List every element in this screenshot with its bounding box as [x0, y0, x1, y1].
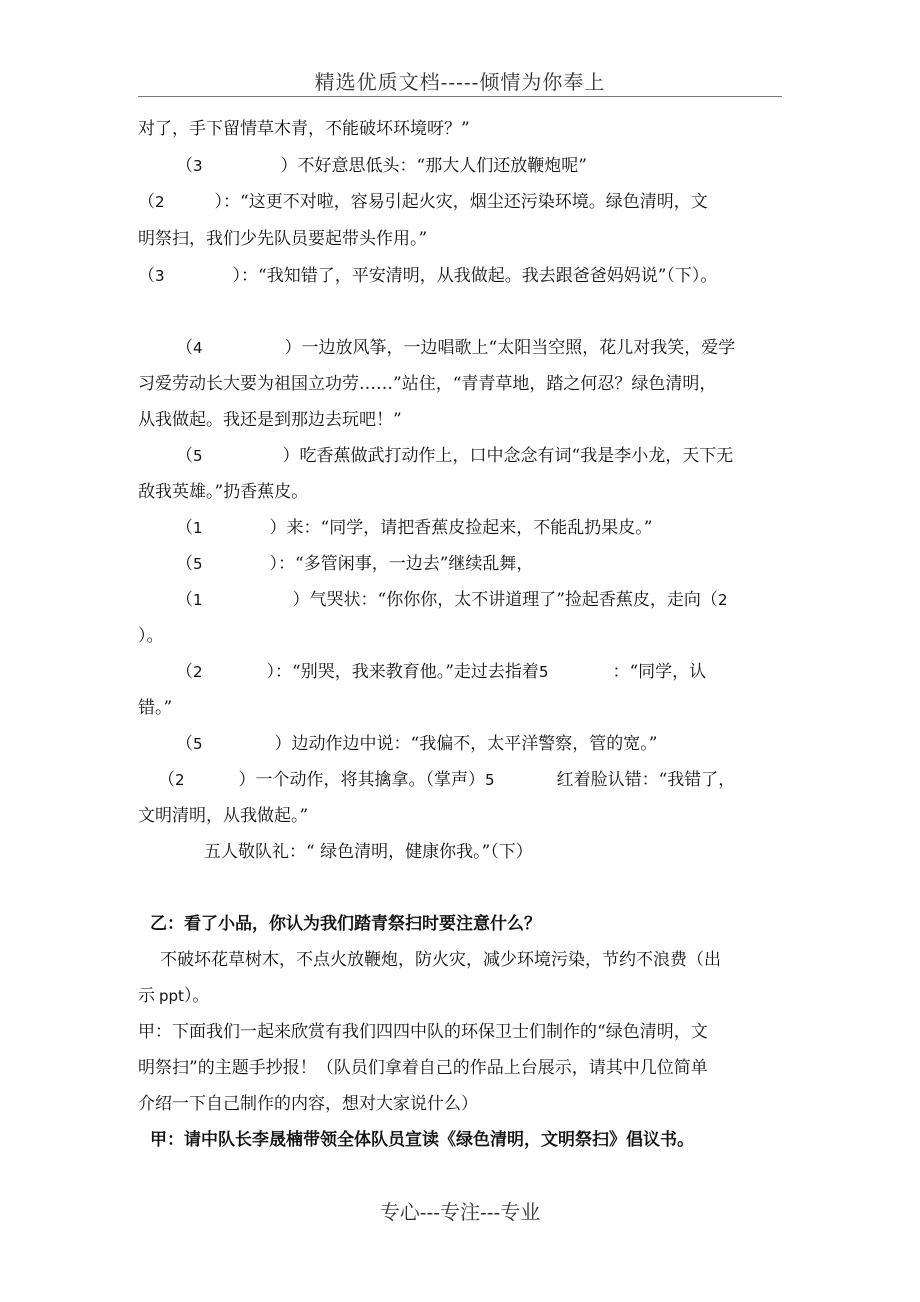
- role-open-paren: （: [138, 266, 155, 286]
- body-line-1: 对了，手下留情草木青，不能破坏环境呀？”: [138, 119, 470, 139]
- role-close-paren: ）: [238, 770, 256, 790]
- dialogue-text: 来：“同学，请把香蕉皮捡起来，不能乱扔果皮。”: [286, 518, 653, 538]
- body-line-4: 明祭扫，我们少先队员要起带头作用。”: [138, 229, 428, 249]
- body-line-15: [176, 660, 706, 684]
- role-number: 2: [175, 771, 185, 789]
- dialogue-text: “我知错了，平安清明，从我做起。我去跟爸爸妈妈说”（下）。: [258, 266, 718, 286]
- role-close-paren: ）: [269, 518, 287, 538]
- body-line-16: 错。”: [138, 698, 173, 718]
- role-open-paren: （: [176, 446, 193, 466]
- role-open-paren: （: [176, 156, 193, 176]
- text-fragment: 示: [138, 986, 155, 1006]
- body-line-25: 明祭扫”的主题手抄报！（队员们拿着自己的作品上台展示，请其中几位简单: [138, 1058, 708, 1078]
- role-number: 4: [193, 339, 203, 357]
- body-line-27: 甲：请中队长李晟楠带领全体队员宣读《绿色清明，文明祭扫》倡议书。: [150, 1130, 694, 1150]
- body-line-26: 介绍一下自己制作的内容，想对大家说什么）: [138, 1094, 478, 1114]
- role-number: 1: [193, 519, 203, 537]
- text-fragment-latin: ppt: [159, 987, 184, 1005]
- dialogue-text: 边动作边中说：“我偏不，太平洋警察，管的宽。”: [291, 734, 658, 754]
- role-number: 5: [538, 663, 549, 681]
- body-line-13: [176, 588, 727, 612]
- body-line-10: 敌我英雄。”扔香蕉皮。: [138, 482, 309, 502]
- dialogue-text: 不好意思低头：“那大人们还放鞭炮呢”: [297, 156, 587, 176]
- role-close-paren: ）：: [269, 554, 296, 574]
- role-open-paren: （: [158, 770, 175, 790]
- body-line-2: [176, 154, 587, 178]
- role-number: 3: [155, 267, 165, 285]
- role-open-paren: （: [176, 554, 193, 574]
- dialogue-text: “多管闲事，一边去”继续乱舞，: [295, 554, 534, 574]
- role-number: 2: [717, 591, 728, 609]
- dialogue-text: 气哭状：“你你你，太不讲道理了”捡起香蕉皮，走向（: [309, 590, 718, 610]
- body-line-19: 文明清明，从我做起。”: [138, 806, 309, 826]
- body-line-24: 甲：下面我们一起来欣赏有我们四四中队的环保卫士们制作的“绿色清明，文: [138, 1022, 708, 1042]
- dialogue-text: “这更不对啦，容易引起火灾，烟尘还污染环境。绿色清明，文: [240, 192, 708, 212]
- role-open-paren: （: [176, 662, 193, 682]
- body-line-18: [158, 768, 735, 792]
- role-close-paren: ）：: [232, 266, 259, 286]
- dialogue-text: 一边放风筝，一边唱歌上“太阳当空照，花儿对我笑，爱学: [301, 338, 736, 358]
- body-line-14: ）。: [138, 626, 164, 646]
- header-rule: [138, 96, 782, 97]
- page-header: 精选优质文档-----倾情为你奉上: [314, 70, 606, 94]
- role-close-paren: ）: [292, 590, 310, 610]
- dialogue-text: ：“同学，认: [612, 662, 707, 682]
- body-line-8: 从我做起。我还是到那边去玩吧！”: [138, 410, 402, 430]
- text-fragment: ）。: [183, 986, 210, 1006]
- role-open-paren: （: [176, 518, 193, 538]
- role-close-paren: ）：: [214, 192, 241, 212]
- role-number: 5: [193, 735, 203, 753]
- body-line-7: 习爱劳动长大要为祖国立功劳……”站住，“青青草地，踏之何忍？绿色清明，: [138, 374, 717, 394]
- body-line-17: [176, 732, 657, 756]
- role-close-paren: ）：: [266, 662, 293, 682]
- page-footer: 专心---专注---专业: [379, 1200, 541, 1224]
- role-open-paren: （: [176, 590, 193, 610]
- role-open-paren: （: [176, 734, 193, 754]
- body-line-11: [176, 516, 652, 540]
- role-close-paren: ）: [282, 446, 300, 466]
- body-line-3: [138, 190, 708, 214]
- body-line-21: 乙：看了小品，你认为我们踏青祭扫时要注意什么？: [150, 914, 541, 934]
- dialogue-text: 一个动作，将其擒拿。（掌声）: [255, 770, 486, 790]
- body-line-5: [138, 264, 717, 288]
- dialogue-text: 吃香蕉做武打动作上，口中念念有词“我是李小龙，天下无: [299, 446, 734, 466]
- role-open-paren: （: [176, 338, 193, 358]
- body-line-6: [176, 336, 735, 360]
- role-number: 2: [155, 193, 165, 211]
- role-number: 2: [193, 663, 203, 681]
- body-line-9: [176, 444, 733, 468]
- dialogue-text: “别哭，我来教育他。”走过去指着: [292, 662, 539, 682]
- body-line-20: 五人敬队礼：“ 绿色清明，健康你我。”（下）: [204, 842, 533, 862]
- dialogue-text: 红着脸认错：“我错了，: [556, 770, 736, 790]
- body-line-23: [138, 984, 209, 1008]
- role-close-paren: ）: [280, 156, 298, 176]
- role-number: 3: [193, 157, 203, 175]
- role-number: 5: [485, 771, 495, 789]
- role-open-paren: （: [138, 192, 155, 212]
- body-line-22: 不破坏花草树木，不点火放鞭炮，防火灾，减少环境污染，节约不浪费（出: [160, 950, 721, 970]
- role-close-paren: ）: [274, 734, 292, 754]
- body-line-12: [176, 552, 533, 576]
- role-number: 1: [193, 591, 203, 609]
- role-number: 5: [193, 555, 203, 573]
- role-close-paren: ）: [284, 338, 302, 358]
- role-number: 5: [193, 447, 203, 465]
